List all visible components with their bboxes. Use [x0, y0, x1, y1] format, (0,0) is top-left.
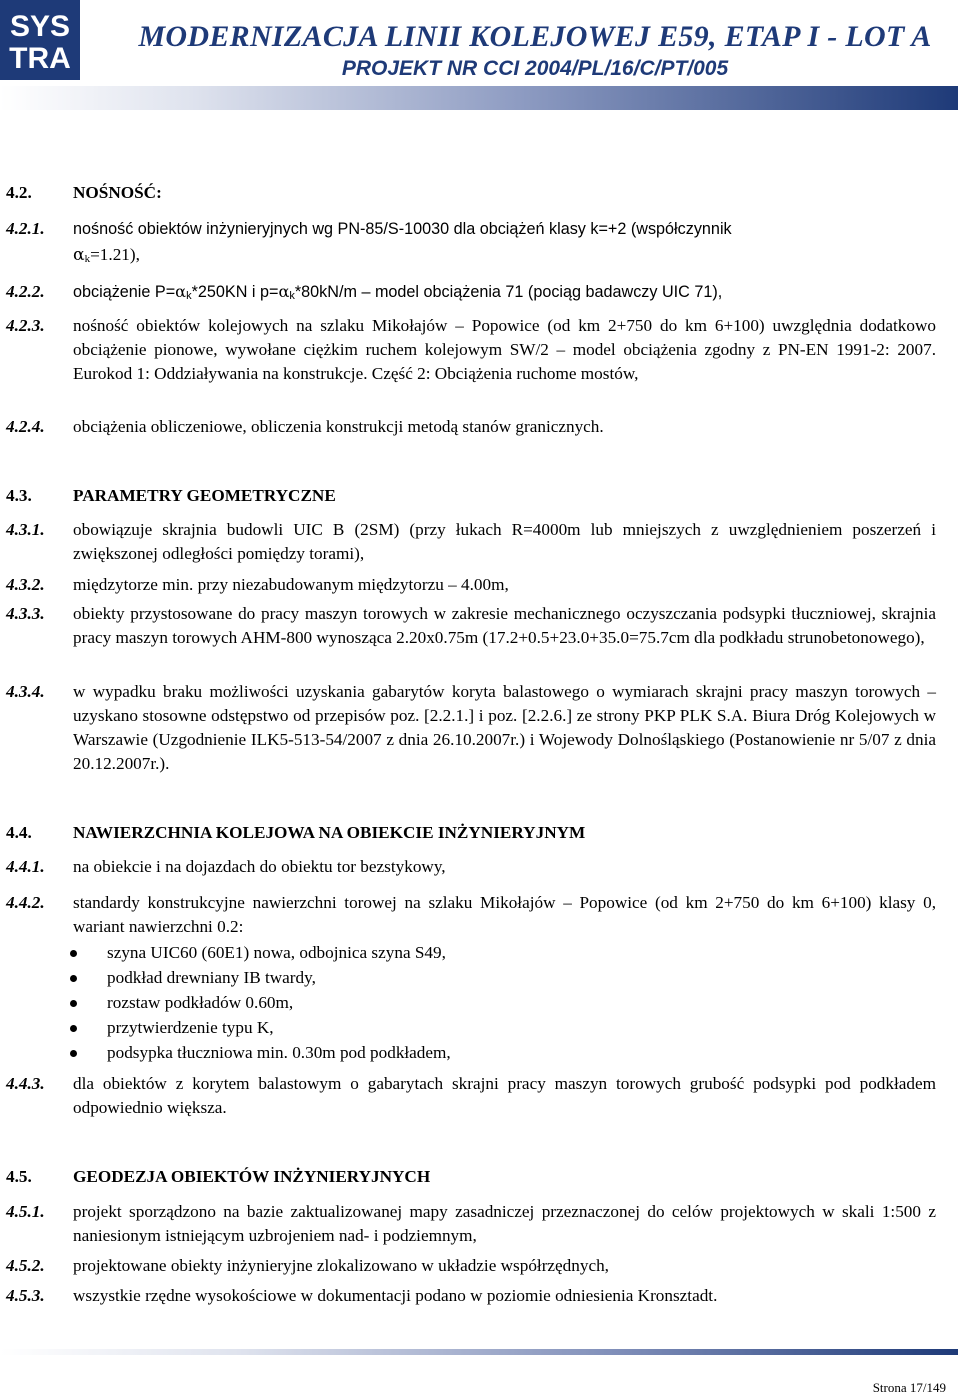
item-text: na obiekcie i na dojazdach do obiektu tor bezstykowy, [73, 857, 446, 876]
item-text-continued [73, 243, 936, 271]
item-number: 4.2.3. [6, 316, 45, 335]
document-title: MODERNIZACJA LINII KOLEJOWEJ E59, ETAP I - LOT A [138, 20, 932, 53]
section-title: GEODEZJA OBIEKTÓW INŻYNIERYJNYCH [73, 1167, 431, 1186]
alpha-symbol: α [175, 282, 187, 301]
bullet-text: rozstaw podkładów 0.60m, [107, 993, 294, 1012]
item-number: 4.2.2. [6, 282, 45, 301]
svg-text:TRA: TRA [9, 42, 71, 75]
section-title: NAWIERZCHNIA KOLEJOWA NA OBIEKCIE INŻYNIERYJNYM [73, 823, 586, 842]
section-number: 4.4. [6, 823, 32, 842]
systra-logo [0, 0, 80, 80]
item-number: 4.4.2. [6, 893, 45, 912]
alpha-subscript: k [186, 290, 192, 302]
item-text: obiekty przystosowane do pracy maszyn torowych w zakresie mechanicznego oczyszczania podsypki tłuczniowej, skrajnia pracy maszyn torowych AHM-800 wynosząca 2.20x0.75m (17.2+0.5+23.0+35.0=75.7cm dla podkładu strunobetonowego), [73, 604, 936, 647]
item-text: obciążenia obliczeniowe, obliczenia konstrukcji metodą stanów granicznych. [73, 417, 604, 436]
item-number: 4.5.1. [6, 1202, 45, 1221]
text-fragment: obciążenie P= [73, 283, 176, 301]
item-number: 4.2.4. [6, 417, 45, 436]
item-text: nośność obiektów kolejowych na szlaku Mikołajów – Popowice (od km 2+750 do km 6+100) uwzględnia dodatkowo obciążenie pionowe, wywołane ciężkim ruchem kolejowym SW/2 – model obciążenia zgodny z PN-EN 1991-2: 2007. Eurokod 1: Oddziaływania na konstrukcje. Część 2: Obciążenia ruchome mostów, [73, 316, 936, 383]
item-text: obowiązuje skrajnia budowli UIC B (2SM) (przy łukach R=4000m lub mniejszych z uwzględnieniem poszerzeń i zwiększonej odległości pomiędzy torami), [73, 520, 936, 563]
item-text: projekt sporządzono na bazie zaktualizowanej mapy zasadniczej przeznaczonej do celów projektowych w skali 1:500 z naniesionym istniejącym uzbrojeniem nad- i podziemnym, [73, 1202, 936, 1245]
header-divider [0, 86, 958, 110]
item-text: wszystkie rzędne wysokościowe w dokumentacji podano w poziomie odniesienia Kronsztadt. [73, 1286, 718, 1305]
alpha-subscript: k [84, 253, 91, 265]
section-number: 4.2. [6, 183, 32, 202]
bullet-text: przytwierdzenie typu K, [107, 1018, 274, 1037]
item-number: 4.4.3. [6, 1074, 45, 1093]
section-number: 4.5. [6, 1167, 32, 1186]
section-number: 4.3. [6, 486, 32, 505]
bullet-text: podkład drewniany IB twardy, [107, 968, 316, 987]
item-text: dla obiektów z korytem balastowym o gabarytach skrajni pracy maszyn torowych grubość podsypki pod podkładem odpowiednio większa. [73, 1074, 936, 1117]
alpha-symbol: α [73, 245, 85, 265]
item-number: 4.4.1. [6, 857, 45, 876]
section-title: NOŚNOŚĆ: [73, 183, 162, 202]
text-fragment: *80kN/m – model obciążenia 71 (pociąg badawczy UIC 71), [294, 283, 723, 301]
svg-text:SYS: SYS [9, 10, 71, 43]
bullet-icon [70, 1025, 77, 1032]
item-text: projektowane obiekty inżynieryjne zlokalizowano w układzie współrzędnych, [73, 1256, 609, 1275]
item-number: 4.5.2. [6, 1256, 45, 1275]
bullet-icon [70, 975, 77, 982]
item-text: standardy konstrukcyjne nawierzchni torowej na szlaku Mikołajów – Popowice (od km 2+750 do km 6+100) klasy 0, wariant nawierzchni 0.2: [73, 893, 936, 936]
bullet-icon [70, 1000, 77, 1007]
item-number: 4.3.1. [6, 520, 45, 539]
bullet-text: szyna UIC60 (60E1) nowa, odbojnica szyna S49, [107, 943, 446, 962]
bullet-text: podsypka tłuczniowa min. 0.30m pod podkładem, [107, 1043, 451, 1062]
alpha-subscript: k [289, 290, 295, 302]
page-number: Strona 17/149 [872, 1380, 946, 1395]
text-fragment: *250KN i p= [191, 283, 279, 301]
bullet-icon [70, 1050, 77, 1057]
item-number: 4.3.3. [6, 604, 45, 623]
item-text [73, 280, 936, 308]
bullet-icon [70, 950, 77, 957]
item-number: 4.3.4. [6, 682, 45, 701]
project-number: PROJEKT NR CCI 2004/PL/16/C/PT/005 [341, 57, 729, 80]
logo-mark [0, 0, 80, 80]
footer-divider [0, 1349, 958, 1355]
item-text: nośność obiektów inżynieryjnych wg PN-85/S-10030 dla obciążeń klasy k=+2 (współczynnik [73, 220, 732, 238]
item-number: 4.3.2. [6, 575, 45, 594]
alpha-symbol: α [278, 282, 290, 301]
section-title: PARAMETRY GEOMETRYCZNE [73, 486, 336, 505]
item-number: 4.2.1. [6, 219, 45, 238]
item-number: 4.5.3. [6, 1286, 45, 1305]
item-text: w wypadku braku możliwości uzyskania gabarytów koryta balastowego o wymiarach skrajni pracy maszyn torowych – uzyskano stosowne odstępstwo od przepisów poz. [2.2.1.] i poz. [2.2.6.] ze strony PKP PLK S.A. Biura Dróg Kolejowych w Warszawie (Uzgodnienie ILK5-513-54/2007 z dnia 26.10.2007r.) i Wojewody Dolnośląskiego (Postanowienie nr 5/07 z dnia 20.12.2007r.). [73, 682, 936, 773]
item-text: międzytorze min. przy niezabudowanym międzytorzu – 4.00m, [73, 575, 509, 594]
coefficient-value: =1.21), [90, 245, 140, 264]
